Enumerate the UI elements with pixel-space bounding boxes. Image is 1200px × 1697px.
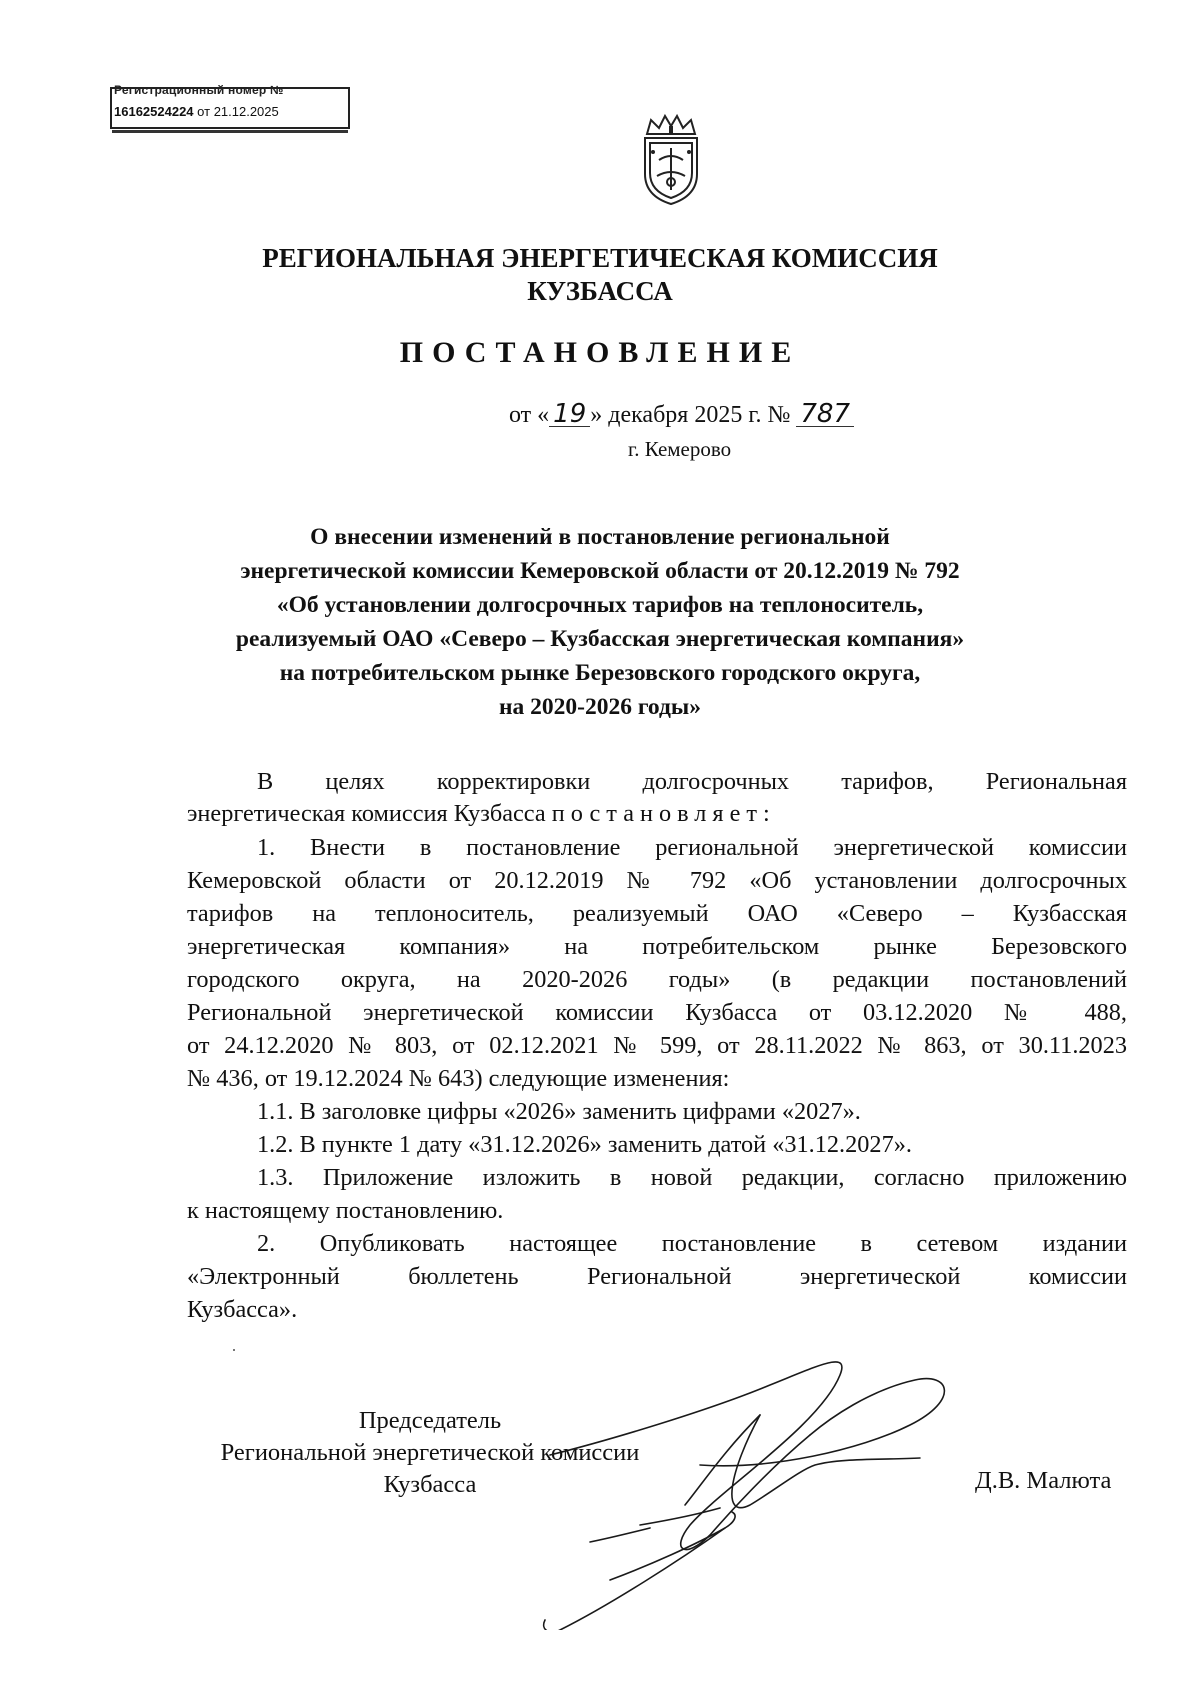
subitem-1-3: 1.3. Приложение изложить в новой редакции, согласно приложению (257, 1164, 1127, 1191)
scan-speck (233, 1349, 235, 1351)
registration-label: Регистрационный номер № (114, 83, 284, 97)
org-name-line-1: РЕГИОНАЛЬНАЯ ЭНЕРГЕТИЧЕСКАЯ КОМИССИЯ (262, 243, 938, 273)
registration-number: 16162524224 (114, 104, 194, 119)
body-intro-keyword: постановляет: (551, 800, 776, 827)
date-prefix: от « (509, 402, 550, 428)
title-line: на потребительском рынке Березовского городского округа, (279, 660, 921, 686)
body-intro-line: В целях корректировки долгосрочных тарифов, Региональная (257, 768, 1127, 795)
paragraph-2-line: 2. Опубликовать настоящее постановление в сетевом издании (257, 1230, 1127, 1257)
city: г. Кемерово (628, 437, 732, 461)
org-name-line-2: КУЗБАССА (527, 276, 673, 306)
title-line: «Об установлении долгосрочных тарифов на теплоноситель, (276, 592, 924, 618)
paragraph-line: тарифов на теплоноситель, реализуемый ОАО «Северо – Кузбасская (187, 900, 1127, 927)
paragraph-line: энергетическая компания» на потребительском рынке Березовского (187, 933, 1127, 960)
date-month-year: » декабря 2025 г. № (590, 402, 791, 428)
signatory-title-line: Председатель (358, 1407, 502, 1434)
coat-of-arms-icon (633, 112, 709, 208)
handwritten-number: 787 (796, 402, 854, 427)
handwritten-day: 19 (549, 402, 590, 427)
handwritten-signature (520, 1330, 990, 1630)
subitem-1-1: 1.1. В заголовке цифры «2026» заменить цифрами «2027». (257, 1098, 861, 1125)
document-type: ПОСТАНОВЛЕНИЕ (399, 336, 801, 369)
paragraph-2-line: Кузбасса». (187, 1296, 298, 1323)
title-line: на 2020-2026 годы» (498, 694, 701, 720)
paragraph-line: № 436, от 19.12.2024 № 643) следующие изменения: (187, 1065, 730, 1092)
paragraph-line: от 24.12.2020 № 803, от 02.12.2021 № 599, от 28.11.2022 № 863, от 30.11.2023 (187, 1032, 1127, 1059)
registration-line (114, 104, 279, 119)
paragraph-line: Кемеровской области от 20.12.2019 № 792 «Об установлении долгосрочных (187, 867, 1127, 894)
body-intro-text: энергетическая комиссия Кузбасса (187, 800, 546, 827)
body-intro-line (187, 800, 1127, 828)
subitem-1-3-cont: к настоящему постановлению. (187, 1197, 504, 1224)
title-line: реализуемый ОАО «Северо – Кузбасская энергетическая компания» (235, 626, 965, 652)
paragraph-line: 1. Внести в постановление региональной энергетической комиссии (257, 834, 1127, 861)
registration-date-prefix: от (197, 104, 211, 119)
paragraph-line: Региональной энергетической комиссии Кузбасса от 03.12.2020 № 488, (187, 999, 1127, 1026)
registration-stamp (110, 83, 350, 129)
signatory-name: Д.В. Малюта (975, 1467, 1112, 1494)
date-line (509, 399, 854, 429)
paragraph-line: городского округа, на 2020-2026 годы» (в редакции постановлений (187, 966, 1127, 993)
registration-date: 21.12.2025 (213, 104, 279, 119)
title-line: энергетической комиссии Кемеровской области от 20.12.2019 № 792 (240, 558, 960, 584)
paragraph-2-line: «Электронный бюллетень Региональной энергетической комиссии (187, 1263, 1127, 1290)
signatory-title-line: Региональной энергетической комиссии (220, 1439, 640, 1466)
subitem-1-2: 1.2. В пункте 1 дату «31.12.2026» заменить датой «31.12.2027». (257, 1131, 912, 1158)
signatory-title-line: Кузбасса (383, 1471, 477, 1498)
registration-underline (112, 130, 348, 133)
title-line: О внесении изменений в постановление региональной (310, 524, 890, 550)
